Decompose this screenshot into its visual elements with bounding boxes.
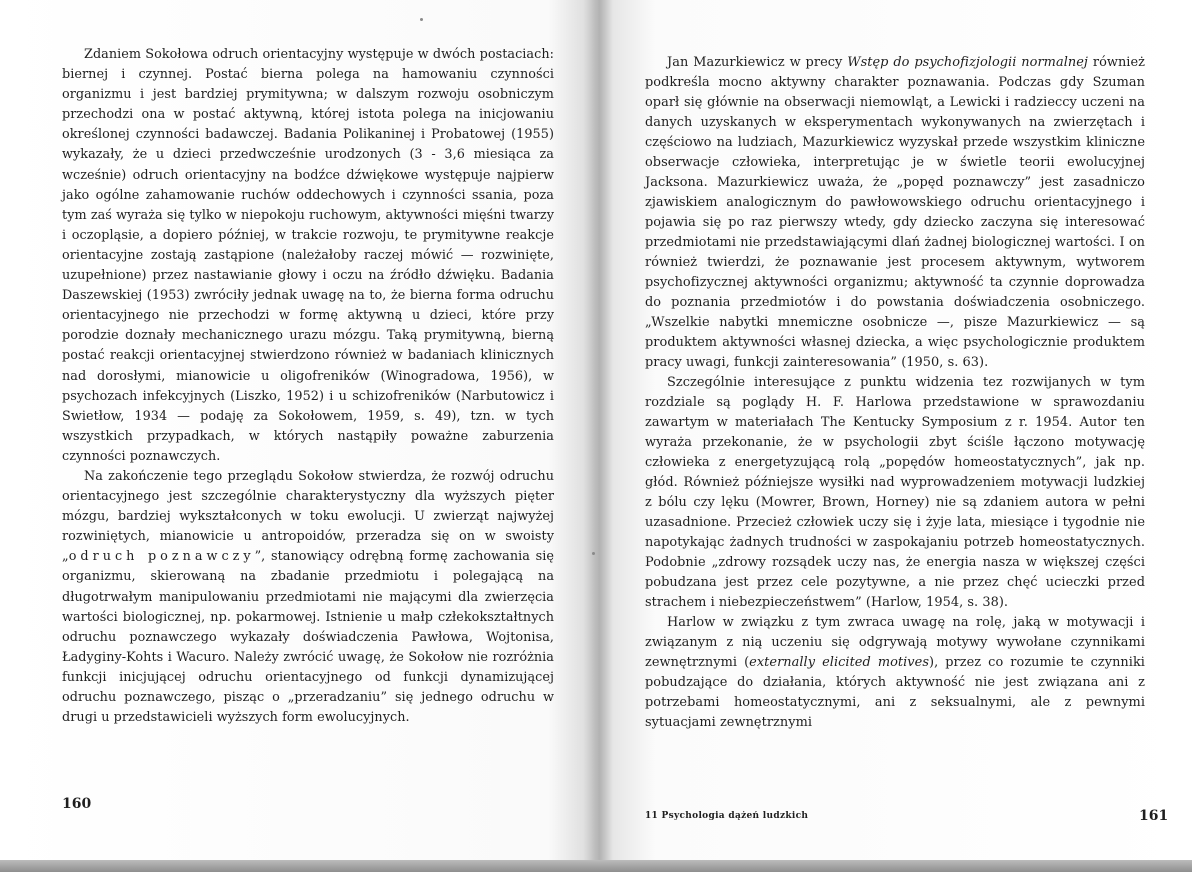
paragraph bbox=[62, 467, 554, 728]
text-run: Na zakończenie tego przeglądu Sokołow stwierdza, że rozwój odruchu orientacyjnego jest szczególnie charakterystyczny dla wyższych pięter mózgu, bardziej wykształconych w toku ewolucji. U zwierząt najwyżej rozwiniętych, mianowicie u antropoidów, przeradza się on w swoisty „ bbox=[62, 468, 554, 565]
paper-speck bbox=[420, 18, 423, 21]
text-run: ”, stanowiący odrębną formę zachowania się organizmu, skierowaną na zbadanie przedmiotu i polegającą na długotrwałym manipulowaniu przedmiotami nie mającymi dla zwierzęcia wartości biologicznej, np. pokarmowej. Istnienie u małp człekokształtnych odruchu poznawczego wykazały doświadczenia Pawłowa, Wojtonisa, Ładyginy-Kohts i Wacuro. Należy zwrócić uwagę, że Sokołow nie rozróżnia funkcji inicjującej odruchu orientacyjnego od funkcji dynamizującej odruchu poznawczego, pisząc o „przeradzaniu” się jednego odruchu w drugi u przedstawicieli wyższych form ewolucyjnych. bbox=[62, 549, 554, 726]
page-number: 161 bbox=[1139, 808, 1169, 824]
right-page bbox=[613, 0, 1192, 860]
paragraph bbox=[645, 613, 1145, 733]
italic-run: externally elicited motives bbox=[749, 655, 929, 670]
left-page-text bbox=[62, 45, 554, 728]
text-run: Szczególnie interesujące z punktu widzenia tez rozwijanych w tym rozdziale są poglądy H. F. Harlowa przedstawione w sprawozdaniu zawartym w materiałach The Kentucky Symposium z r. 1954. Autor ten wyraża przekonanie, że w psychologii zbyt ściśle łączono motywację człowieka z energetyzującą rolą „popędów homeostatycznych”, jak np. głód. Również późniejsze wysiłki nad wyprowadzeniem motywacji ludzkiej z bólu czy lęku (Mowrer, Brown, Horney) nie są zdaniem autora w pełni uzasadnione. Przecież człowiek uczy się i żyje lata, miesiące i tygodnie nie napotykając żadnych trudności w zaspokajaniu potrzeb homeostatycznych. Podobnie „zdrowy rozsądek uczy nas, że energia nasza w większej części pobudzana jest przez cele pozytywne, a nie przez chęć ucieczki przed strachem i niebezpieczeństwem” (Harlow, 1954, s. 38). bbox=[645, 375, 1145, 610]
left-page bbox=[0, 0, 583, 860]
text-run: Harlow w związku z tym zwraca uwagę na rolę, jaką w motywacji i związanym z nią uczeniu się odgrywają motywy wywołane czynnikami zewnętrznymi ( bbox=[645, 615, 1145, 670]
italic-run: Wstęp do psychofizjologii normalnej bbox=[847, 55, 1088, 70]
text-run: Jan Mazurkiewicz w precy bbox=[667, 55, 848, 70]
paragraph bbox=[645, 373, 1145, 613]
right-page-text bbox=[645, 53, 1145, 733]
scan-bottom-edge bbox=[0, 860, 1192, 872]
spaced-term: odruch poznawczy bbox=[68, 549, 255, 565]
text-run: Zdaniem Sokołowa odruch orientacyjny występuje w dwóch postaciach: biernej i czynnej. Postać bierna polega na hamowaniu czynności organizmu i jest bardziej prymitywna; w dalszym rozwoju osobniczym przechodzi ona w postać aktywną, której istota polega na inicjowaniu określonej czynności badawczej. Badania Polikaninej i Probatowej (1955) wykazały, że u dzieci przedwcześnie urodzonych (3 - 3,6 miesiąca za wcześnie) odruch orientacyjny na bodźce dźwiękowe występuje najpierw jako ogólne zahamowanie ruchów oddechowych i czynności ssania, poza tym zaś wyraża się tylko w niepokoju ruchowym, aktywności mięśni twarzy i oczopląsie, a dopiero później, w trakcie rozwoju, te prymitywne reakcje orientacyjne zostają zastąpione (należałoby raczej mówić — rozwinięte, uzupełnione) przez nastawianie głowy i oczu na źródło dźwięku. Badania Daszewskiej (1953) zwróciły jednak uwagę na to, że bierna forma odruchu orientacyjnego nie przechodzi w formę aktywną u dzieci, które przy porodzie doznały mechanicznego urazu mózgu. Taką prymitywną, bierną postać reakcji orientacyjnej stwierdzono również w badaniach klinicznych nad dorosłymi, mianowicie u oligofreników (Winogradowa, 1956), w psychozach infekcyjnych (Liszko, 1952) i u schizofreników (Narbutowicz i Swietłow, 1934 — podaję za Sokołowem, 1959, s. 49), tzn. w tych wszystkich przypadkach, w których nastąpiły poważne zaburzenia czynności poznawczych. bbox=[62, 47, 554, 464]
text-run: również podkreśla mocno aktywny charakter poznawania. Podczas gdy Szuman oparł się głównie na obserwacji niemowląt, a Lewicki i radzieccy uczeni na danych uzyskanych w eksperymentach wykonywanych na zwierzętach i częściowo na ludziach, Mazurkiewicz wyzyskał przede wszystkim kliniczne obserwacje człowieka, interpretując je w świetle teorii ewolucyjnej Jacksona. Mazurkiewicz uważa, że „popęd poznawczy” jest zasadniczo zjawiskiem analogicznym do pawłowowskiego odruchu orientacyjnego i pojawia się po raz pierwszy wtedy, gdy dziecko zaczyna się interesować przedmiotami nie przedstawiającymi dlań żadnej biologicznej wartości. I on również twierdzi, że poznawanie jest procesem aktywnym, wytworem psychofizycznej aktywności organizmu; aktywność ta czynnie doprowadza do poznania przedmiotów i do powstania doświadczenia osobniczego. „Wszelkie nabytki mnemiczne osobnicze —, pisze Mazurkiewicz — są produktem aktywności własnej dziecka, a więc psychologicznie produktem pracy uwagi, funkcji zainteresowania” (1950, s. 63). bbox=[645, 55, 1146, 370]
running-footer: 11 Psychologia dążeń ludzkich bbox=[645, 811, 809, 821]
paragraph bbox=[62, 45, 554, 467]
paper-speck bbox=[592, 552, 595, 555]
text-run: ), przez co rozumie te czynniki pobudzające do działania, których aktywność nie jest związana ani z potrzebami homeostatycznymi, ani z seksualnymi, ale z pewnymi sytuacjami zewnętrznymi bbox=[645, 655, 1145, 730]
page-number: 160 bbox=[62, 796, 92, 812]
paragraph bbox=[645, 53, 1145, 373]
book-spine-shadow bbox=[583, 0, 613, 872]
